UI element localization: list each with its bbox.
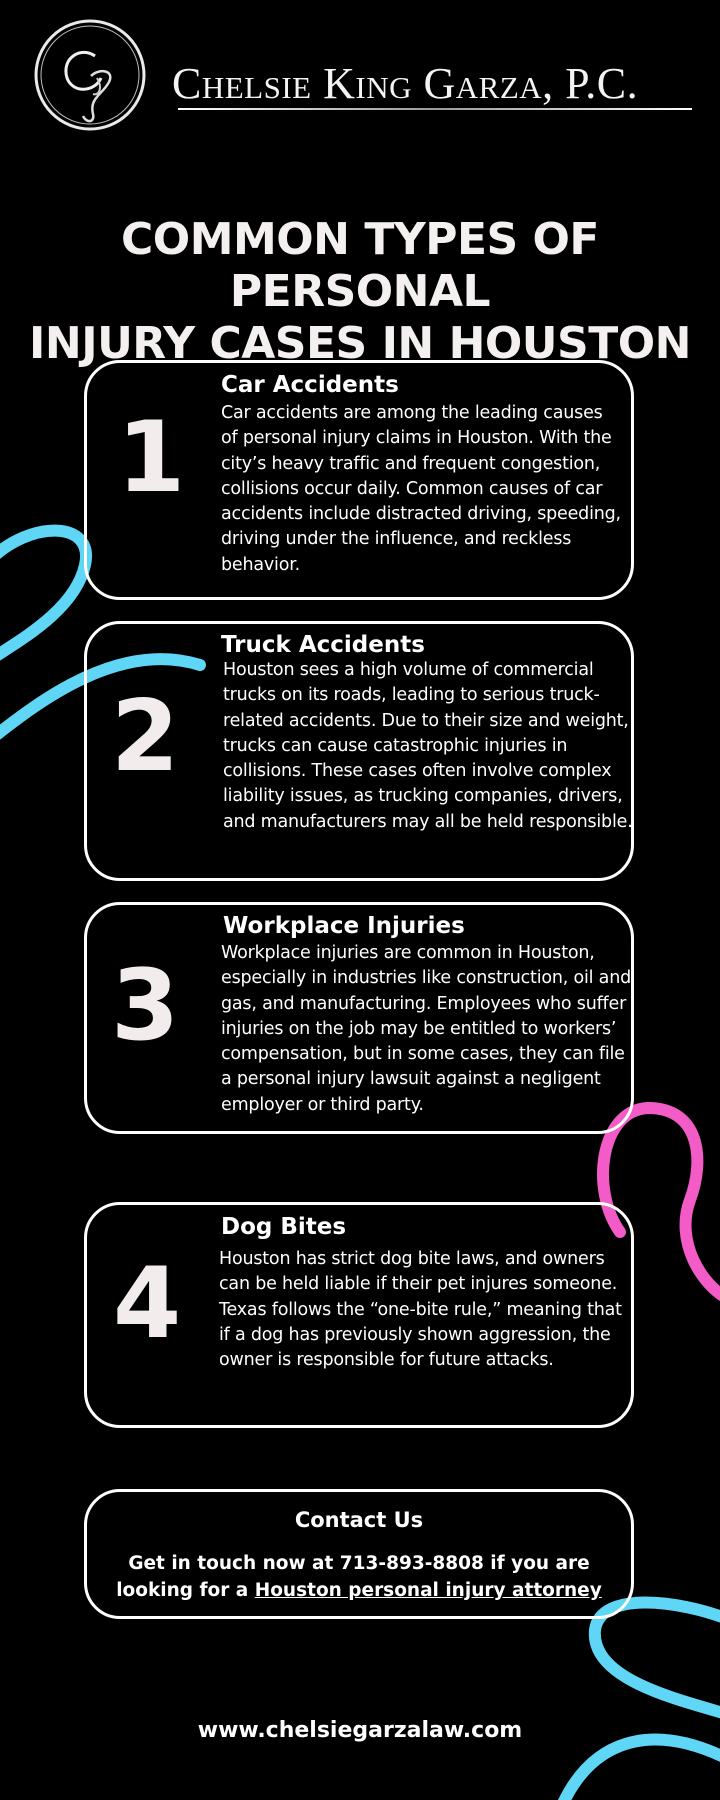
case-title: Dog Bites <box>221 1214 347 1240</box>
contact-text <box>97 1550 621 1604</box>
contact-message: Get in touch now at 713-893-8808 if you are looking for a <box>116 1553 590 1601</box>
blue-swirl-bottom-right-lower <box>560 1740 720 1800</box>
website-url[interactable]: www.chelsiegarzalaw.com <box>197 1718 523 1743</box>
case-description: Houston has strict dog bite laws, and owners can be held liable if their pet injures someone. Texas follows the “one-bite rule,” meaning that if a dog has previously shown aggression, the owner is responsible for future attacks. <box>219 1249 622 1371</box>
case-number: 1 <box>117 401 186 515</box>
case-card-car-accidents <box>84 360 634 600</box>
attorney-link[interactable]: Houston personal injury attorney <box>254 1580 602 1601</box>
firm-name-underline <box>178 108 692 110</box>
case-card-truck-accidents <box>84 621 634 881</box>
page-title-line-2: INJURY CASES IN HOUSTON <box>29 318 691 369</box>
case-title: Car Accidents <box>221 372 399 398</box>
case-description: Workplace injuries are common in Houston, especially in industries like construction, oil and gas, and manufacturing. Employees who suffer injuries on the job may be entitled to workers’ compensation, but in some cases, they can file a personal injury lawsuit against a negligent employer or third party. <box>221 943 631 1115</box>
firm-name: Chelsie King Garza, P.C. <box>172 59 639 108</box>
case-title: Truck Accidents <box>221 632 425 658</box>
page-title <box>0 214 720 370</box>
firm-logo-monogram <box>33 18 147 132</box>
case-card-dog-bites <box>84 1202 634 1428</box>
case-description: Houston sees a high volume of commercial trucks on its roads, leading to serious truck-related accidents. Due to their size and weight, trucks can cause catastrophic injuries in collisions. These cases often involve complex liability issues, as trucking companies, drivers, and manufacturers may all be held responsible. <box>223 660 633 832</box>
case-number: 2 <box>111 680 180 794</box>
case-number: 4 <box>113 1247 182 1361</box>
contact-card <box>84 1489 634 1619</box>
case-description: Car accidents are among the leading causes of personal injury claims in Houston. With the city’s heavy traffic and frequent congestion, collisions occur daily. Common causes of car accidents include distracted driving, speeding, driving under the influence, and reckless behavior. <box>221 403 621 575</box>
contact-title: Contact Us <box>294 1508 424 1532</box>
blue-swirl-bottom-right <box>595 1603 720 1716</box>
case-number: 3 <box>111 949 180 1063</box>
case-title: Workplace Injuries <box>223 913 465 939</box>
case-card-workplace-injuries <box>84 902 634 1134</box>
page-title-line-1: COMMON TYPES OF PERSONAL <box>121 214 599 317</box>
blue-swirl-top-left <box>0 531 86 660</box>
